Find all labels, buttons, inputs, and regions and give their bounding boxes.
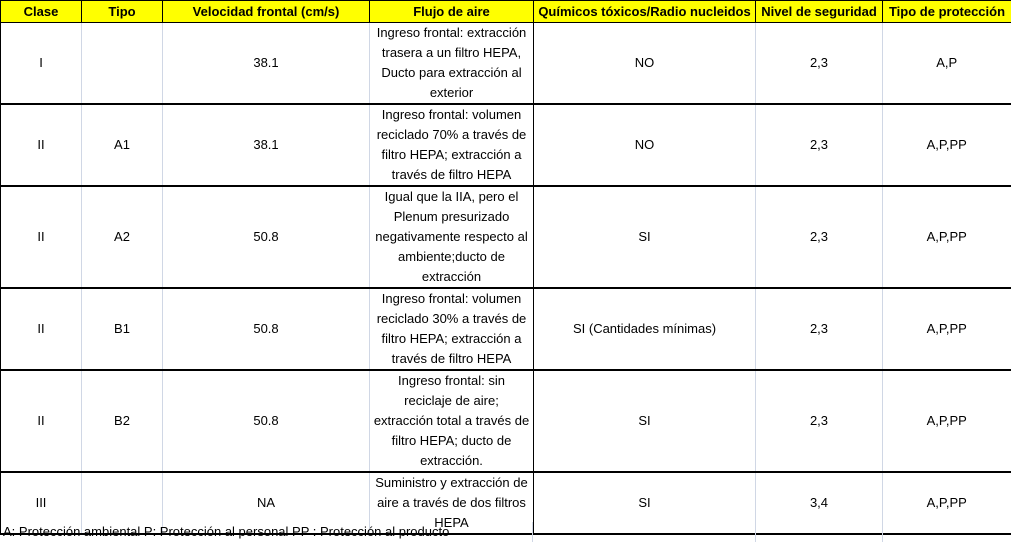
cell-proteccion[interactable]: A,P,PP <box>883 288 1011 370</box>
cell-clase[interactable]: II <box>1 288 82 370</box>
header-flujo[interactable]: Flujo de aire <box>370 1 534 23</box>
cell-nivel[interactable]: 2,3 <box>756 104 883 186</box>
cell-quimicos[interactable]: SI <box>534 370 756 472</box>
cell-nivel[interactable]: 3,4 <box>756 472 883 534</box>
cell-velocidad[interactable]: 38.1 <box>163 104 370 186</box>
cell-tipo[interactable]: A1 <box>82 104 163 186</box>
header-tipo[interactable]: Tipo <box>82 1 163 23</box>
cell-velocidad[interactable]: 50.8 <box>163 186 370 288</box>
cell-proteccion[interactable]: A,P,PP <box>883 104 1011 186</box>
cell-proteccion[interactable]: A,P,PP <box>883 370 1011 472</box>
footnote-text: A: Protección ambiental P: Protección al personal PP : Protección al producto <box>3 524 450 539</box>
cell-velocidad[interactable]: 50.8 <box>163 370 370 472</box>
cell-clase[interactable]: II <box>1 104 82 186</box>
cell-nivel[interactable]: 2,3 <box>756 370 883 472</box>
cell-flujo[interactable]: Ingreso frontal: sin reciclaje de aire; extracción total a través de filtro HEPA; ducto de extracción. <box>370 370 534 472</box>
cell-quimicos[interactable]: NO <box>534 104 756 186</box>
table-row <box>1 104 1011 186</box>
cell-proteccion[interactable]: A,P,PP <box>883 186 1011 288</box>
cell-quimicos[interactable]: NO <box>534 23 756 105</box>
table-row <box>1 370 1011 472</box>
cell-velocidad[interactable]: 50.8 <box>163 288 370 370</box>
header-quimicos[interactable]: Químicos tóxicos/Radio nucleidos <box>534 1 756 23</box>
cell-quimicos[interactable]: SI <box>534 472 756 534</box>
header-proteccion[interactable]: Tipo de protección <box>883 1 1011 23</box>
header-velocidad[interactable]: Velocidad frontal (cm/s) <box>163 1 370 23</box>
table-row <box>1 23 1011 105</box>
header-clase[interactable]: Clase <box>1 1 82 23</box>
legend-footnote[interactable] <box>0 522 1011 542</box>
cell-tipo[interactable]: B2 <box>82 370 163 472</box>
cell-clase[interactable]: II <box>1 370 82 472</box>
cell-velocidad[interactable]: 38.1 <box>163 23 370 105</box>
header-nivel[interactable]: Nivel de seguridad <box>756 1 883 23</box>
cell-nivel[interactable]: 2,3 <box>756 23 883 105</box>
cell-flujo[interactable]: Igual que la IIA, pero el Plenum presurizado negativamente respecto al ambiente;ducto de extracción <box>370 186 534 288</box>
cell-flujo[interactable]: Ingreso frontal: extracción trasera a un filtro HEPA, Ducto para extracción al exterior <box>370 23 534 105</box>
cell-flujo[interactable]: Suministro y extracción de aire a través de dos filtros HEPA <box>370 472 534 534</box>
cell-flujo[interactable]: Ingreso frontal: volumen reciclado 30% a través de filtro HEPA; extracción a través de filtro HEPA <box>370 288 534 370</box>
cell-tipo[interactable]: A2 <box>82 186 163 288</box>
table-row <box>1 288 1011 370</box>
table-row <box>1 186 1011 288</box>
cell-flujo[interactable]: Ingreso frontal: volumen reciclado 70% a través de filtro HEPA; extracción a través de filtro HEPA <box>370 104 534 186</box>
cell-tipo[interactable] <box>82 23 163 105</box>
cell-quimicos[interactable]: SI (Cantidades mínimas) <box>534 288 756 370</box>
cell-clase[interactable]: III <box>1 472 82 534</box>
cell-proteccion[interactable]: A,P <box>883 23 1011 105</box>
cell-nivel[interactable]: 2,3 <box>756 186 883 288</box>
cell-tipo[interactable]: B1 <box>82 288 163 370</box>
cell-quimicos[interactable]: SI <box>534 186 756 288</box>
cell-clase[interactable]: I <box>1 23 82 105</box>
cell-nivel[interactable]: 2,3 <box>756 288 883 370</box>
cell-proteccion[interactable]: A,P,PP <box>883 472 1011 534</box>
cell-velocidad[interactable]: NA <box>163 472 370 534</box>
header-row <box>1 1 1011 23</box>
cell-clase[interactable]: II <box>1 186 82 288</box>
